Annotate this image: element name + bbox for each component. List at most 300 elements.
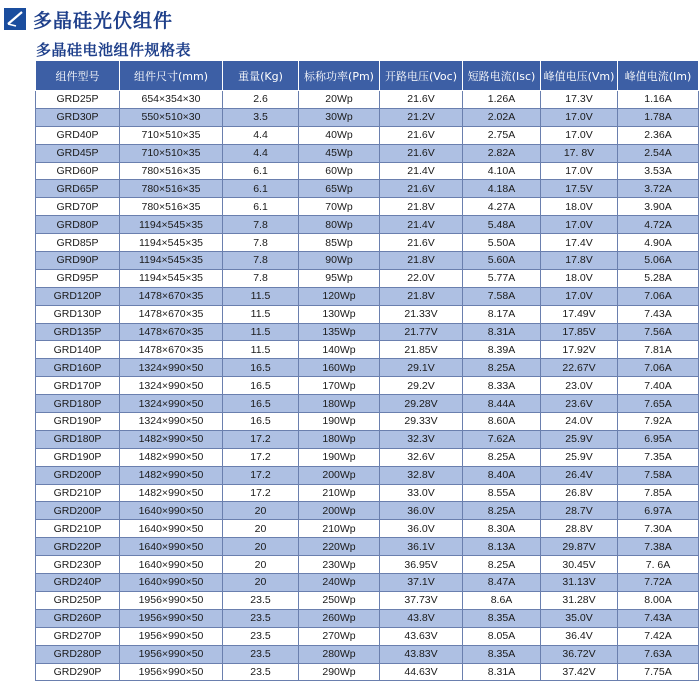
cell-vm: 17.92V: [541, 341, 618, 359]
cell-voc: 21.85V: [380, 341, 463, 359]
cell-weight: 23.5: [223, 609, 299, 627]
cell-voc: 32.6V: [380, 448, 463, 466]
table-row: [36, 180, 699, 198]
cell-size: 780×516×35: [120, 162, 223, 180]
cell-size: 1324×990×50: [120, 413, 223, 431]
table-row: [36, 520, 699, 538]
col-header-im: 峰值电流(Im): [618, 61, 699, 91]
cell-vm: 37.42V: [541, 663, 618, 681]
cell-size: 1194×545×35: [120, 234, 223, 252]
cell-power: 200Wp: [299, 466, 380, 484]
cell-voc: 21.6V: [380, 126, 463, 144]
cell-model: GRD45P: [36, 144, 120, 162]
cell-power: 230Wp: [299, 556, 380, 574]
cell-im: 6.97A: [618, 502, 699, 520]
cell-isc: 4.18A: [463, 180, 541, 198]
cell-im: 7.72A: [618, 574, 699, 592]
cell-model: GRD135P: [36, 323, 120, 341]
table-row: [36, 609, 699, 627]
cell-im: 7.85A: [618, 484, 699, 502]
cell-voc: 33.0V: [380, 484, 463, 502]
cell-power: 190Wp: [299, 413, 380, 431]
table-row: [36, 377, 699, 395]
cell-isc: 8.30A: [463, 520, 541, 538]
cell-weight: 11.5: [223, 323, 299, 341]
cell-model: GRD270P: [36, 627, 120, 645]
cell-voc: 43.8V: [380, 609, 463, 627]
cell-vm: 29.87V: [541, 538, 618, 556]
cell-isc: 4.10A: [463, 162, 541, 180]
cell-model: GRD180P: [36, 395, 120, 413]
cell-size: 1478×670×35: [120, 287, 223, 305]
cell-power: 260Wp: [299, 609, 380, 627]
cell-size: 654×354×30: [120, 91, 223, 109]
cell-weight: 7.8: [223, 252, 299, 270]
cell-model: GRD40P: [36, 126, 120, 144]
cell-isc: 8.35A: [463, 645, 541, 663]
cell-im: 7.42A: [618, 627, 699, 645]
cell-im: 7.06A: [618, 287, 699, 305]
cell-isc: 8.05A: [463, 627, 541, 645]
cell-size: 1640×990×50: [120, 556, 223, 574]
cell-power: 85Wp: [299, 234, 380, 252]
cell-isc: 5.60A: [463, 252, 541, 270]
cell-weight: 7.8: [223, 234, 299, 252]
cell-model: GRD70P: [36, 198, 120, 216]
cell-model: GRD170P: [36, 377, 120, 395]
cell-isc: 8.17A: [463, 305, 541, 323]
cell-weight: 17.2: [223, 430, 299, 448]
table-row: [36, 144, 699, 162]
table-row: [36, 252, 699, 270]
cell-vm: 36.72V: [541, 645, 618, 663]
cell-size: 1640×990×50: [120, 574, 223, 592]
cell-voc: 21.33V: [380, 305, 463, 323]
cell-size: 1478×670×35: [120, 305, 223, 323]
cell-size: 710×510×35: [120, 126, 223, 144]
cell-weight: 16.5: [223, 377, 299, 395]
cell-voc: 29.1V: [380, 359, 463, 377]
cell-power: 60Wp: [299, 162, 380, 180]
cell-weight: 23.5: [223, 591, 299, 609]
cell-im: 7.75A: [618, 663, 699, 681]
cell-weight: 3.5: [223, 108, 299, 126]
cell-size: 550×510×30: [120, 108, 223, 126]
cell-isc: 5.48A: [463, 216, 541, 234]
cell-isc: 8.31A: [463, 323, 541, 341]
cell-model: GRD90P: [36, 252, 120, 270]
cell-weight: 20: [223, 502, 299, 520]
col-header-vm: 峰值电压(Vm): [541, 61, 618, 91]
cell-weight: 6.1: [223, 198, 299, 216]
cell-size: 1482×990×50: [120, 430, 223, 448]
cell-size: 780×516×35: [120, 180, 223, 198]
col-header-voc: 开路电压(Voc): [380, 61, 463, 91]
cell-vm: 17.5V: [541, 180, 618, 198]
cell-voc: 29.28V: [380, 395, 463, 413]
cell-vm: 17.3V: [541, 91, 618, 109]
table-row: [36, 448, 699, 466]
cell-im: 7.43A: [618, 305, 699, 323]
cell-im: 7. 6A: [618, 556, 699, 574]
cell-im: 1.78A: [618, 108, 699, 126]
cell-im: 7.30A: [618, 520, 699, 538]
cell-power: 240Wp: [299, 574, 380, 592]
cell-im: 6.95A: [618, 430, 699, 448]
cell-power: 40Wp: [299, 126, 380, 144]
cell-weight: 16.5: [223, 413, 299, 431]
cell-size: 1956×990×50: [120, 645, 223, 663]
cell-voc: 21.4V: [380, 162, 463, 180]
cell-power: 210Wp: [299, 520, 380, 538]
cell-isc: 8.33A: [463, 377, 541, 395]
cell-isc: 7.62A: [463, 430, 541, 448]
cell-weight: 6.1: [223, 180, 299, 198]
cell-vm: 25.9V: [541, 430, 618, 448]
cell-vm: 22.67V: [541, 359, 618, 377]
cell-model: GRD95P: [36, 269, 120, 287]
cell-voc: 37.73V: [380, 591, 463, 609]
table-row: [36, 591, 699, 609]
cell-power: 170Wp: [299, 377, 380, 395]
cell-vm: 18.0V: [541, 269, 618, 287]
cell-weight: 7.8: [223, 269, 299, 287]
cell-vm: 18.0V: [541, 198, 618, 216]
cell-im: 5.06A: [618, 252, 699, 270]
cell-size: 1194×545×35: [120, 252, 223, 270]
cell-vm: 28.7V: [541, 502, 618, 520]
cell-im: 4.90A: [618, 234, 699, 252]
cell-vm: 26.4V: [541, 466, 618, 484]
cell-voc: 21.8V: [380, 287, 463, 305]
cell-size: 1956×990×50: [120, 627, 223, 645]
cell-size: 1478×670×35: [120, 323, 223, 341]
cell-power: 30Wp: [299, 108, 380, 126]
table-row: [36, 466, 699, 484]
cell-isc: 8.31A: [463, 663, 541, 681]
table-row: [36, 91, 699, 109]
cell-model: GRD240P: [36, 574, 120, 592]
table-row: [36, 359, 699, 377]
cell-weight: 20: [223, 556, 299, 574]
cell-power: 280Wp: [299, 645, 380, 663]
cell-power: 250Wp: [299, 591, 380, 609]
cell-model: GRD160P: [36, 359, 120, 377]
cell-size: 1482×990×50: [120, 466, 223, 484]
table-row: [36, 216, 699, 234]
table-row: [36, 305, 699, 323]
cell-voc: 32.8V: [380, 466, 463, 484]
cell-voc: 21.4V: [380, 216, 463, 234]
cell-isc: 8.60A: [463, 413, 541, 431]
cell-power: 45Wp: [299, 144, 380, 162]
cell-size: 710×510×35: [120, 144, 223, 162]
cell-size: 1640×990×50: [120, 538, 223, 556]
col-header-power: 标称功率(Pm): [299, 61, 380, 91]
cell-vm: 17. 8V: [541, 144, 618, 162]
cell-isc: 8.25A: [463, 502, 541, 520]
cell-isc: 8.44A: [463, 395, 541, 413]
col-header-size: 组件尺寸(mm): [120, 61, 223, 91]
table-row: [36, 162, 699, 180]
cell-model: GRD210P: [36, 520, 120, 538]
cell-power: 210Wp: [299, 484, 380, 502]
cell-im: 7.56A: [618, 323, 699, 341]
table-row: [36, 645, 699, 663]
cell-vm: 23.6V: [541, 395, 618, 413]
cell-voc: 21.77V: [380, 323, 463, 341]
cell-weight: 6.1: [223, 162, 299, 180]
cell-power: 120Wp: [299, 287, 380, 305]
cell-model: GRD60P: [36, 162, 120, 180]
cell-isc: 8.13A: [463, 538, 541, 556]
cell-voc: 22.0V: [380, 269, 463, 287]
cell-im: 7.40A: [618, 377, 699, 395]
cell-weight: 16.5: [223, 359, 299, 377]
cell-power: 70Wp: [299, 198, 380, 216]
cell-vm: 25.9V: [541, 448, 618, 466]
cell-voc: 36.95V: [380, 556, 463, 574]
cell-im: 4.72A: [618, 216, 699, 234]
cell-isc: 7.58A: [463, 287, 541, 305]
cell-power: 135Wp: [299, 323, 380, 341]
cell-vm: 31.28V: [541, 591, 618, 609]
cell-im: 8.00A: [618, 591, 699, 609]
cell-model: GRD180P: [36, 430, 120, 448]
cell-im: 2.36A: [618, 126, 699, 144]
cell-power: 290Wp: [299, 663, 380, 681]
cell-model: GRD290P: [36, 663, 120, 681]
cell-power: 180Wp: [299, 430, 380, 448]
cell-power: 270Wp: [299, 627, 380, 645]
cell-vm: 17.8V: [541, 252, 618, 270]
cell-weight: 2.6: [223, 91, 299, 109]
cell-vm: 17.0V: [541, 216, 618, 234]
page-header: [4, 5, 173, 33]
cell-size: 780×516×35: [120, 198, 223, 216]
cell-power: 80Wp: [299, 216, 380, 234]
cell-isc: 8.25A: [463, 448, 541, 466]
cell-vm: 17.49V: [541, 305, 618, 323]
cell-model: GRD25P: [36, 91, 120, 109]
table-row: [36, 126, 699, 144]
cell-isc: 8.25A: [463, 359, 541, 377]
cell-weight: 17.2: [223, 466, 299, 484]
cell-size: 1956×990×50: [120, 663, 223, 681]
cell-voc: 43.63V: [380, 627, 463, 645]
cell-isc: 8.55A: [463, 484, 541, 502]
cell-vm: 17.0V: [541, 108, 618, 126]
cell-im: 2.54A: [618, 144, 699, 162]
cell-model: GRD250P: [36, 591, 120, 609]
cell-vm: 26.8V: [541, 484, 618, 502]
cell-model: GRD80P: [36, 216, 120, 234]
cell-power: 200Wp: [299, 502, 380, 520]
cell-size: 1478×670×35: [120, 341, 223, 359]
cell-vm: 36.4V: [541, 627, 618, 645]
table-row: [36, 287, 699, 305]
cell-isc: 5.77A: [463, 269, 541, 287]
cell-voc: 21.8V: [380, 252, 463, 270]
table-row: [36, 269, 699, 287]
logo-icon: [4, 8, 26, 30]
cell-size: 1956×990×50: [120, 591, 223, 609]
cell-weight: 4.4: [223, 126, 299, 144]
cell-size: 1640×990×50: [120, 502, 223, 520]
cell-power: 130Wp: [299, 305, 380, 323]
table-row: [36, 198, 699, 216]
cell-model: GRD140P: [36, 341, 120, 359]
cell-isc: 8.25A: [463, 556, 541, 574]
cell-size: 1194×545×35: [120, 269, 223, 287]
cell-model: GRD120P: [36, 287, 120, 305]
table-row: [36, 502, 699, 520]
table-row: [36, 413, 699, 431]
cell-isc: 8.6A: [463, 591, 541, 609]
cell-isc: 8.35A: [463, 609, 541, 627]
cell-weight: 20: [223, 538, 299, 556]
cell-im: 7.92A: [618, 413, 699, 431]
cell-weight: 23.5: [223, 645, 299, 663]
cell-voc: 21.6V: [380, 234, 463, 252]
cell-voc: 43.83V: [380, 645, 463, 663]
cell-model: GRD220P: [36, 538, 120, 556]
cell-vm: 23.0V: [541, 377, 618, 395]
cell-isc: 8.40A: [463, 466, 541, 484]
cell-voc: 21.2V: [380, 108, 463, 126]
cell-power: 140Wp: [299, 341, 380, 359]
cell-size: 1324×990×50: [120, 377, 223, 395]
cell-size: 1482×990×50: [120, 484, 223, 502]
cell-model: GRD260P: [36, 609, 120, 627]
cell-vm: 17.85V: [541, 323, 618, 341]
cell-im: 7.43A: [618, 609, 699, 627]
cell-model: GRD200P: [36, 502, 120, 520]
cell-power: 65Wp: [299, 180, 380, 198]
cell-isc: 8.39A: [463, 341, 541, 359]
cell-size: 1640×990×50: [120, 520, 223, 538]
col-header-model: 组件型号: [36, 61, 120, 91]
cell-im: 7.35A: [618, 448, 699, 466]
cell-vm: 17.0V: [541, 287, 618, 305]
cell-im: 7.65A: [618, 395, 699, 413]
cell-isc: 2.75A: [463, 126, 541, 144]
cell-weight: 17.2: [223, 484, 299, 502]
cell-im: 3.53A: [618, 162, 699, 180]
table-row: [36, 556, 699, 574]
cell-vm: 35.0V: [541, 609, 618, 627]
cell-weight: 11.5: [223, 341, 299, 359]
cell-weight: 23.5: [223, 627, 299, 645]
cell-im: 7.38A: [618, 538, 699, 556]
cell-voc: 21.8V: [380, 198, 463, 216]
cell-im: 7.06A: [618, 359, 699, 377]
cell-vm: 28.8V: [541, 520, 618, 538]
cell-voc: 37.1V: [380, 574, 463, 592]
cell-weight: 7.8: [223, 216, 299, 234]
cell-power: 180Wp: [299, 395, 380, 413]
cell-im: 7.58A: [618, 466, 699, 484]
cell-model: GRD65P: [36, 180, 120, 198]
cell-power: 160Wp: [299, 359, 380, 377]
cell-weight: 11.5: [223, 305, 299, 323]
cell-voc: 36.0V: [380, 502, 463, 520]
cell-isc: 2.02A: [463, 108, 541, 126]
cell-model: GRD130P: [36, 305, 120, 323]
cell-vm: 31.13V: [541, 574, 618, 592]
cell-vm: 17.4V: [541, 234, 618, 252]
cell-model: GRD200P: [36, 466, 120, 484]
cell-im: 3.72A: [618, 180, 699, 198]
table-row: [36, 574, 699, 592]
cell-model: GRD280P: [36, 645, 120, 663]
table-row: [36, 234, 699, 252]
cell-power: 95Wp: [299, 269, 380, 287]
cell-weight: 20: [223, 574, 299, 592]
cell-power: 190Wp: [299, 448, 380, 466]
spec-table-container: [35, 60, 698, 681]
cell-model: GRD190P: [36, 413, 120, 431]
table-row: [36, 108, 699, 126]
table-title: 多晶硅电池组件规格表: [36, 41, 192, 59]
cell-isc: 8.47A: [463, 574, 541, 592]
cell-vm: 24.0V: [541, 413, 618, 431]
cell-im: 5.28A: [618, 269, 699, 287]
cell-im: 7.63A: [618, 645, 699, 663]
cell-voc: 29.33V: [380, 413, 463, 431]
cell-size: 1482×990×50: [120, 448, 223, 466]
cell-model: GRD210P: [36, 484, 120, 502]
table-row: [36, 538, 699, 556]
table-row: [36, 395, 699, 413]
table-row: [36, 627, 699, 645]
cell-voc: 29.2V: [380, 377, 463, 395]
cell-vm: 17.0V: [541, 126, 618, 144]
cell-model: GRD230P: [36, 556, 120, 574]
cell-size: 1324×990×50: [120, 395, 223, 413]
cell-size: 1324×990×50: [120, 359, 223, 377]
cell-isc: 1.26A: [463, 91, 541, 109]
cell-voc: 36.0V: [380, 520, 463, 538]
table-row: [36, 430, 699, 448]
cell-im: 3.90A: [618, 198, 699, 216]
col-header-weight: 重量(Kg): [223, 61, 299, 91]
table-header-row: [36, 61, 699, 91]
cell-weight: 4.4: [223, 144, 299, 162]
cell-power: 20Wp: [299, 91, 380, 109]
cell-weight: 20: [223, 520, 299, 538]
cell-isc: 5.50A: [463, 234, 541, 252]
cell-model: GRD85P: [36, 234, 120, 252]
cell-voc: 21.6V: [380, 91, 463, 109]
cell-im: 1.16A: [618, 91, 699, 109]
cell-isc: 4.27A: [463, 198, 541, 216]
table-row: [36, 484, 699, 502]
cell-weight: 23.5: [223, 663, 299, 681]
cell-size: 1956×990×50: [120, 609, 223, 627]
cell-model: GRD30P: [36, 108, 120, 126]
table-row: [36, 341, 699, 359]
cell-power: 220Wp: [299, 538, 380, 556]
cell-model: GRD190P: [36, 448, 120, 466]
table-row: [36, 663, 699, 681]
cell-voc: 21.6V: [380, 180, 463, 198]
cell-voc: 44.63V: [380, 663, 463, 681]
cell-weight: 17.2: [223, 448, 299, 466]
cell-voc: 32.3V: [380, 430, 463, 448]
cell-size: 1194×545×35: [120, 216, 223, 234]
cell-voc: 36.1V: [380, 538, 463, 556]
